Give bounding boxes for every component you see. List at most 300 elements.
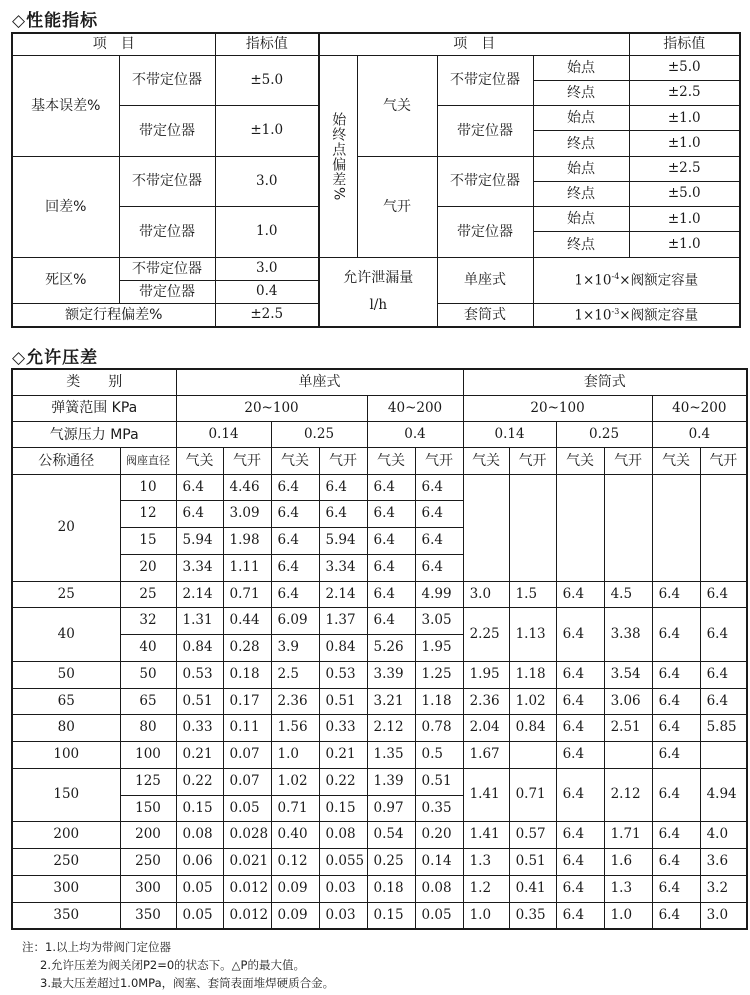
single-seat-value: 0.97: [367, 795, 415, 822]
single-seat-value: 1.02: [271, 768, 319, 795]
single-seat-value: 6.4: [415, 554, 463, 581]
single-seat-value: 0.05: [176, 902, 223, 929]
single-seat-value: 0.08: [319, 822, 367, 849]
sleeve-value: 6.4: [700, 581, 747, 608]
air-close-label: 气关: [367, 448, 415, 474]
table-row: [12, 875, 747, 902]
air-close-label: 气关: [176, 448, 223, 474]
air-close-label: 气关: [652, 448, 700, 474]
single-seat-value: 0.05: [176, 875, 223, 902]
nominal-diameter: 50: [12, 661, 120, 688]
single-seat-value: 0.71: [271, 795, 319, 822]
seat-diameter: 150: [120, 795, 176, 822]
air-open-label: 气开: [223, 448, 271, 474]
single-seat-value: 0.22: [319, 768, 367, 795]
single-seat-value: 0.53: [319, 661, 367, 688]
single-seat-value: 0.18: [223, 661, 271, 688]
nominal-diameter: 200: [12, 822, 120, 849]
table-row: [12, 448, 747, 474]
perf-header-value: 指标值: [215, 33, 319, 55]
sleeve-value-empty: [700, 474, 747, 581]
sleeve-value: 6.4: [652, 661, 700, 688]
single-seat-value: 0.17: [223, 688, 271, 715]
single-seat-value: 0.84: [176, 635, 223, 662]
table-row: [12, 768, 747, 795]
nominal-diameter: 150: [12, 768, 120, 822]
single-seat-value: 2.14: [176, 581, 223, 608]
deadband-with-positioner-value: 0.4: [215, 280, 319, 303]
single-seat-value: 0.33: [176, 715, 223, 742]
single-seat-value: 0.18: [367, 875, 415, 902]
table-row: [12, 688, 747, 715]
table-row: [12, 742, 747, 769]
spring-range: 40~200: [367, 395, 463, 421]
single-seat-value: 2.36: [271, 688, 319, 715]
sleeve-value: 6.4: [556, 688, 604, 715]
seat-diameter: 12: [120, 501, 176, 528]
single-seat-value: 1.37: [319, 608, 367, 635]
sleeve-value: 0.84: [509, 715, 556, 742]
air-close-label: 气关: [556, 448, 604, 474]
sleeve-value: 6.4: [652, 849, 700, 876]
single-seat-value: 1.18: [415, 688, 463, 715]
single-seat-value: 6.4: [271, 581, 319, 608]
single-seat-value: 1.95: [415, 635, 463, 662]
nominal-diameter: 40: [12, 608, 120, 662]
endpoint-ac-no-start: ±5.0: [629, 55, 740, 80]
single-seat-value: 6.4: [319, 501, 367, 528]
single-seat-value: 0.33: [319, 715, 367, 742]
sleeve-value: 4.0: [700, 822, 747, 849]
sleeve-value: 1.67: [463, 742, 509, 769]
air-pressure: 0.25: [556, 422, 652, 448]
table-row: [12, 902, 747, 929]
single-seat-value: 0.20: [415, 822, 463, 849]
perf-header-item-right: 项 目: [319, 33, 629, 55]
section-title-pressure: ◇允许压差: [12, 348, 99, 368]
air-open-label: 气开: [604, 448, 652, 474]
sleeve-value: 0.51: [509, 849, 556, 876]
single-seat-value: 5.94: [176, 528, 223, 555]
sleeve-value: 2.12: [604, 768, 652, 822]
single-seat-value: 0.11: [223, 715, 271, 742]
sleeve-value: 1.18: [509, 661, 556, 688]
single-seat-value: 0.40: [271, 822, 319, 849]
nominal-diameter: 25: [12, 581, 120, 608]
single-seat-value: 6.4: [176, 474, 223, 501]
single-seat-value: 0.03: [319, 875, 367, 902]
sleeve-value: 6.4: [652, 875, 700, 902]
single-seat-value: 6.4: [415, 474, 463, 501]
leakage-sleeve-value: $1\times 10^{-3}\times$阀额定容量: [533, 304, 740, 327]
air-pressure: 0.25: [271, 422, 367, 448]
single-seat-value: 6.4: [319, 474, 367, 501]
seat-diameter: 300: [120, 875, 176, 902]
single-seat-value: 1.39: [367, 768, 415, 795]
rated-stroke-label: 额定行程偏差%: [12, 304, 215, 327]
nominal-diameter: 350: [12, 902, 120, 929]
spring-range: 20~100: [463, 395, 652, 421]
basic-error-no-positioner-value: ±5.0: [215, 55, 319, 106]
sleeve-value-empty: [509, 474, 556, 581]
leakage-single-seat-value: $1\times 10^{-4}\times$阀额定容量: [533, 257, 740, 303]
sleeve-value: 3.0: [463, 581, 509, 608]
deadband-label: 死区%: [12, 257, 119, 303]
sleeve-value: 6.4: [556, 822, 604, 849]
sleeve-value-empty: [463, 474, 509, 581]
leakage-label: 允许泄漏量 l/h: [319, 257, 437, 327]
single-seat-value: 6.4: [367, 554, 415, 581]
single-seat-value: 6.4: [367, 528, 415, 555]
sleeve-value: 2.25: [463, 608, 509, 662]
nominal-diameter: 300: [12, 875, 120, 902]
table-row: [12, 715, 747, 742]
single-seat-value: 6.09: [271, 608, 319, 635]
single-seat-value: 6.4: [367, 581, 415, 608]
air-pressure: 0.4: [652, 422, 747, 448]
endpoint-ao-with-end: ±1.0: [629, 232, 740, 257]
table-row: [12, 474, 747, 501]
endpoint-end: 终点: [533, 181, 629, 206]
category-label: 类 别: [12, 369, 176, 395]
air-close-label: 气关: [271, 448, 319, 474]
single-seat-value: 1.11: [223, 554, 271, 581]
single-seat-value: 6.4: [367, 608, 415, 635]
single-seat-value: 6.4: [176, 501, 223, 528]
single-seat-value: 1.0: [271, 742, 319, 769]
perf-header-value-right: 指标值: [629, 33, 740, 55]
sleeve-value: 2.51: [604, 715, 652, 742]
sleeve-value: 6.4: [556, 715, 604, 742]
single-seat-value: 0.06: [176, 849, 223, 876]
sleeve-value: 3.6: [700, 849, 747, 876]
air-pressure: 0.4: [367, 422, 463, 448]
sleeve-value: 4.94: [700, 768, 747, 822]
spring-range: 40~200: [652, 395, 747, 421]
single-seat-value: 6.4: [271, 528, 319, 555]
seat-diameter: 200: [120, 822, 176, 849]
sleeve-value: 1.02: [509, 688, 556, 715]
sleeve-value: 0.71: [509, 768, 556, 822]
single-seat-value: 0.028: [223, 822, 271, 849]
single-seat-value: 0.07: [223, 768, 271, 795]
endpoint-end: 终点: [533, 232, 629, 257]
single-seat-value: 0.5: [415, 742, 463, 769]
sleeve-value-empty: [652, 474, 700, 581]
sleeve-value: 6.4: [556, 742, 604, 769]
sleeve-value: 1.5: [509, 581, 556, 608]
sleeve-value: [604, 742, 652, 769]
endpoint-end: 终点: [533, 131, 629, 156]
table-row: [12, 661, 747, 688]
nominal-diameter: 250: [12, 849, 120, 876]
table-row: [12, 395, 747, 421]
single-seat-value: 0.51: [415, 768, 463, 795]
basic-error-with-positioner-value: ±1.0: [215, 106, 319, 157]
endpoint-ao-no-start: ±2.5: [629, 156, 740, 181]
table-row: [12, 822, 747, 849]
endpoint-deviation-label: 始终点偏差%: [319, 55, 357, 257]
single-seat-value: 0.78: [415, 715, 463, 742]
single-seat-value: 3.09: [223, 501, 271, 528]
single-seat-value: 1.56: [271, 715, 319, 742]
single-seat-value: 0.53: [176, 661, 223, 688]
endpoint-ac-with-start: ±1.0: [629, 106, 740, 131]
table-row: [12, 849, 747, 876]
sleeve-header: 套筒式: [463, 369, 747, 395]
air-open-label: 气开: [319, 448, 367, 474]
seat-diameter: 25: [120, 581, 176, 608]
sleeve-value: 1.95: [463, 661, 509, 688]
single-seat-value: 0.15: [176, 795, 223, 822]
single-seat-value: 0.09: [271, 902, 319, 929]
rated-stroke-value: ±2.5: [215, 304, 319, 327]
single-seat-value: 6.4: [367, 474, 415, 501]
air-close-label: 气关: [463, 448, 509, 474]
single-seat-header: 单座式: [176, 369, 463, 395]
single-seat-value: 1.98: [223, 528, 271, 555]
note-2: 2.允许压差为阀关闭P2=0的状态下。△P的最大值。: [40, 958, 305, 972]
seat-diameter: 15: [120, 528, 176, 555]
section-title-performance: ◇性能指标: [12, 11, 99, 31]
table-row: [12, 608, 747, 635]
sleeve-value: 2.36: [463, 688, 509, 715]
single-seat-value: 0.05: [415, 902, 463, 929]
sleeve-value: 6.4: [556, 608, 604, 662]
spring-range: 20~100: [176, 395, 367, 421]
endpoint-ao-no-end: ±5.0: [629, 181, 740, 206]
endpoint-ao-with-start: ±1.0: [629, 207, 740, 232]
hysteresis-with-positioner: 带定位器: [119, 207, 215, 258]
seat-diameter: 32: [120, 608, 176, 635]
seat-diameter: 125: [120, 768, 176, 795]
single-seat-value: 0.03: [319, 902, 367, 929]
performance-table: [11, 32, 741, 328]
single-seat-value: 0.14: [415, 849, 463, 876]
endpoint-ac-with-positioner: 带定位器: [437, 106, 533, 157]
hysteresis-label: 回差%: [12, 156, 119, 257]
single-seat-value: 0.12: [271, 849, 319, 876]
sleeve-value: 6.4: [652, 822, 700, 849]
air-open-label: 气开: [509, 448, 556, 474]
air-pressure-label: 气源压力 MPa: [12, 422, 176, 448]
sleeve-value: 1.2: [463, 875, 509, 902]
sleeve-value: 6.4: [700, 608, 747, 662]
single-seat-value: 0.08: [415, 875, 463, 902]
single-seat-value: 0.84: [319, 635, 367, 662]
single-seat-value: 0.05: [223, 795, 271, 822]
single-seat-value: 0.54: [367, 822, 415, 849]
sleeve-value: 1.41: [463, 768, 509, 822]
sleeve-value: 2.04: [463, 715, 509, 742]
single-seat-value: 0.28: [223, 635, 271, 662]
hysteresis-no-positioner-value: 3.0: [215, 156, 319, 207]
single-seat-value: 0.22: [176, 768, 223, 795]
endpoint-ac-no-end: ±2.5: [629, 80, 740, 105]
seat-diameter-label: 阀座直径: [120, 448, 176, 474]
single-seat-value: 6.4: [271, 501, 319, 528]
air-open-label: 气开: [700, 448, 747, 474]
single-seat-value: 1.35: [367, 742, 415, 769]
sleeve-value: [509, 742, 556, 769]
note-3: 3.最大压差超过1.0MPa，阀塞、套筒表面堆焊硬质合金。: [40, 976, 335, 990]
note-1: 注：1.以上均为带阀门定位器: [22, 940, 171, 954]
single-seat-value: 1.25: [415, 661, 463, 688]
single-seat-value: 0.21: [176, 742, 223, 769]
sleeve-value: 6.4: [652, 768, 700, 822]
seat-diameter: 65: [120, 688, 176, 715]
sleeve-value: 1.13: [509, 608, 556, 662]
sleeve-value: 6.4: [652, 688, 700, 715]
single-seat-value: 5.26: [367, 635, 415, 662]
seat-diameter: 40: [120, 635, 176, 662]
notes: [22, 938, 334, 992]
sleeve-value: 1.6: [604, 849, 652, 876]
sleeve-value: 3.2: [700, 875, 747, 902]
air-pressure: 0.14: [176, 422, 271, 448]
seat-diameter: 100: [120, 742, 176, 769]
endpoint-ao-with-positioner: 带定位器: [437, 207, 533, 258]
sleeve-value: 6.4: [700, 661, 747, 688]
single-seat-value: 3.21: [367, 688, 415, 715]
seat-diameter: 80: [120, 715, 176, 742]
seat-diameter: 50: [120, 661, 176, 688]
sleeve-value: [700, 742, 747, 769]
nominal-diameter-label: 公称通径: [12, 448, 120, 474]
sleeve-value: 1.3: [463, 849, 509, 876]
nominal-diameter: 20: [12, 474, 120, 581]
single-seat-value: 1.31: [176, 608, 223, 635]
single-seat-value: 2.14: [319, 581, 367, 608]
endpoint-start: 始点: [533, 156, 629, 181]
hysteresis-no-positioner: 不带定位器: [119, 156, 215, 207]
sleeve-value: 1.0: [604, 902, 652, 929]
single-seat-value: 6.4: [271, 554, 319, 581]
sleeve-value: 6.4: [700, 688, 747, 715]
spring-range-label: 弹簧范围 KPa: [12, 395, 176, 421]
leakage-sleeve: 套筒式: [437, 304, 533, 327]
sleeve-value: 6.4: [556, 661, 604, 688]
single-seat-value: 3.05: [415, 608, 463, 635]
sleeve-value: 6.4: [556, 581, 604, 608]
sleeve-value: 1.0: [463, 902, 509, 929]
sleeve-value-empty: [604, 474, 652, 581]
single-seat-value: 0.15: [319, 795, 367, 822]
single-seat-value: 0.08: [176, 822, 223, 849]
sleeve-value: 3.0: [700, 902, 747, 929]
single-seat-value: 3.39: [367, 661, 415, 688]
single-seat-value: 0.012: [223, 875, 271, 902]
single-seat-value: 0.07: [223, 742, 271, 769]
sleeve-value: 6.4: [556, 902, 604, 929]
seat-diameter: 350: [120, 902, 176, 929]
single-seat-value: 0.25: [367, 849, 415, 876]
deadband-with-positioner: 带定位器: [119, 280, 215, 303]
sleeve-value: 4.5: [604, 581, 652, 608]
sleeve-value: 3.06: [604, 688, 652, 715]
hysteresis-with-positioner-value: 1.0: [215, 207, 319, 258]
single-seat-value: 0.09: [271, 875, 319, 902]
sleeve-value: 6.4: [556, 849, 604, 876]
deadband-no-positioner-value: 3.0: [215, 257, 319, 280]
perf-header-item: 项 目: [12, 33, 215, 55]
sleeve-value-empty: [556, 474, 604, 581]
single-seat-value: 0.21: [319, 742, 367, 769]
single-seat-value: 2.12: [367, 715, 415, 742]
single-seat-value: 0.44: [223, 608, 271, 635]
single-seat-value: 5.94: [319, 528, 367, 555]
single-seat-value: 6.4: [415, 501, 463, 528]
sleeve-value: 3.54: [604, 661, 652, 688]
basic-error-label: 基本误差%: [12, 55, 119, 156]
table-row: [12, 369, 747, 395]
single-seat-value: 0.021: [223, 849, 271, 876]
sleeve-value: 6.4: [652, 742, 700, 769]
seat-diameter: 20: [120, 554, 176, 581]
endpoint-end: 终点: [533, 80, 629, 105]
sleeve-value: 3.38: [604, 608, 652, 662]
table-row: [12, 422, 747, 448]
sleeve-value: 5.85: [700, 715, 747, 742]
nominal-diameter: 100: [12, 742, 120, 769]
basic-error-with-positioner: 带定位器: [119, 106, 215, 157]
seat-diameter: 250: [120, 849, 176, 876]
endpoint-start: 始点: [533, 55, 629, 80]
table-row: [12, 581, 747, 608]
single-seat-value: 6.4: [415, 528, 463, 555]
sleeve-value: 6.4: [556, 875, 604, 902]
single-seat-value: 4.99: [415, 581, 463, 608]
sleeve-value: 1.41: [463, 822, 509, 849]
endpoint-start: 始点: [533, 106, 629, 131]
basic-error-no-positioner: 不带定位器: [119, 55, 215, 106]
single-seat-value: 0.012: [223, 902, 271, 929]
leakage-single-seat: 单座式: [437, 257, 533, 303]
sleeve-value: 0.57: [509, 822, 556, 849]
sleeve-value: 1.3: [604, 875, 652, 902]
endpoint-ac-no-positioner: 不带定位器: [437, 55, 533, 106]
sleeve-value: 6.4: [652, 715, 700, 742]
sleeve-value: 0.41: [509, 875, 556, 902]
endpoint-ac-with-end: ±1.0: [629, 131, 740, 156]
deadband-no-positioner: 不带定位器: [119, 257, 215, 280]
single-seat-value: 0.71: [223, 581, 271, 608]
nominal-diameter: 80: [12, 715, 120, 742]
pressure-diff-table: [11, 368, 748, 930]
single-seat-value: 0.51: [319, 688, 367, 715]
sleeve-value: 6.4: [652, 902, 700, 929]
sleeve-value: 6.4: [556, 768, 604, 822]
single-seat-value: 4.46: [223, 474, 271, 501]
single-seat-value: 6.4: [367, 501, 415, 528]
single-seat-value: 3.34: [176, 554, 223, 581]
single-seat-value: 0.15: [367, 902, 415, 929]
seat-diameter: 10: [120, 474, 176, 501]
single-seat-value: 3.9: [271, 635, 319, 662]
air-open-label: 气开: [415, 448, 463, 474]
single-seat-value: 0.055: [319, 849, 367, 876]
single-seat-value: 0.35: [415, 795, 463, 822]
single-seat-value: 0.51: [176, 688, 223, 715]
endpoint-air-open: 气开: [357, 156, 437, 257]
sleeve-value: 6.4: [652, 581, 700, 608]
sleeve-value: 0.35: [509, 902, 556, 929]
endpoint-start: 始点: [533, 207, 629, 232]
sleeve-value: 1.71: [604, 822, 652, 849]
single-seat-value: 2.5: [271, 661, 319, 688]
single-seat-value: 3.34: [319, 554, 367, 581]
sleeve-value: 6.4: [652, 608, 700, 662]
